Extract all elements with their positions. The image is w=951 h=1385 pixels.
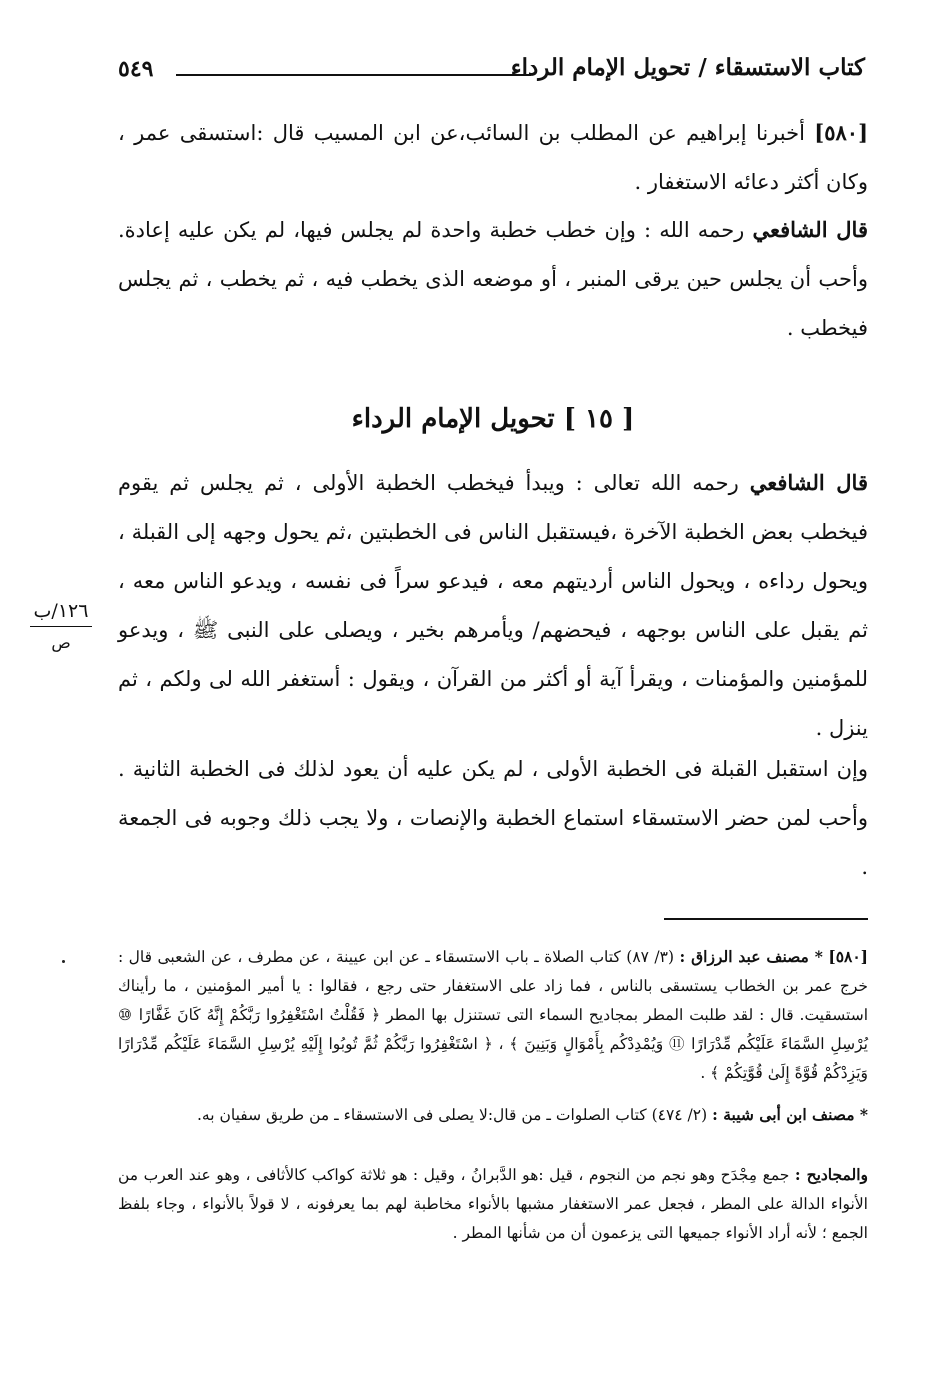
folio-sub: ص bbox=[51, 633, 71, 652]
margin-folio-note bbox=[30, 600, 92, 652]
footnote-term: والمجاديح : bbox=[794, 1165, 868, 1184]
hadith-number: [٥٨٠] bbox=[814, 120, 868, 145]
paragraph-text: رحمه الله تعالى : ويبدأ فيخطب الخطبة الأولى ، ثم يجلس ثم يقوم فيخطب بعض الخطبة الآخرة ،فيستقبل الناس فى الخطبتين ،ثم يحول وجهه إلى القبلة ، ويحول رداءه ، ويحول الناس أرديتهم معه ، فيدعو سراً فى نفسه ، ويدعو الناس معه ، ثم يقبل على الناس بوجهه ، فيحضهم/ ويأمرهم بخير ، ويصلى على النبى ﷺ ، ويدعو للمؤمنين والمؤمنات ، ويقرأ آية أو أكثر من القرآن ، ويقول : أستغفر الله لى ولكم ، ثم ينزل . bbox=[118, 471, 868, 740]
hadith-580 bbox=[118, 108, 868, 207]
paragraph-text: رحمه الله : وإن خطب خطبة واحدة لم يجلس فيها، لم يكن عليه إعادة. وأحب أن يجلس حين يرقى المنبر ، أو موضعه الذى يخطب فيه ، ثم يخطب ، ثم يجلس فيخطب . bbox=[118, 218, 868, 340]
running-title: كتاب الاستسقاء / تحويل الإمام الرداء bbox=[510, 54, 865, 81]
footnote-number: [٥٨٠] bbox=[828, 947, 869, 966]
footnote-1 bbox=[118, 942, 868, 1088]
header-rule bbox=[176, 74, 531, 76]
footnote-3 bbox=[118, 1160, 868, 1248]
footnote-text: (٢/ ٤٧٤) كتاب الصلوات ـ من قال:لا يصلى فى الاستسقاء ـ من طريق سفيان به. bbox=[197, 1106, 708, 1124]
margin-dot bbox=[62, 960, 65, 963]
footnote-text: جمع مِجْدَح وهو نجم من النجوم ، قيل :هو الدَّبرانُ ، وقيل : هو ثلاثة كواكب كالأثافى ، وهو عند العرب من الأنواء الدالة على المطر ، فجعل عمر الاستغفار مشبها بالأنواء مخاطبة لهم بما يعرفونه ، لا قولاً بالأنواء ، وجاء بلفظ الجمع ؛ لأنه أراد الأنواء جميعها التى يزعمون أن من شأنها المطر . bbox=[118, 1166, 868, 1242]
shafii-paragraph-1 bbox=[118, 205, 868, 353]
footnote-rule bbox=[664, 918, 868, 920]
speaker-label: قال الشافعي bbox=[749, 470, 868, 495]
section-title: [ ١٥ ] تحويل الإمام الرداء bbox=[351, 404, 635, 434]
footnote-source: * مصنف عبد الرزاق : bbox=[679, 947, 823, 966]
speaker-label: قال الشافعي bbox=[752, 217, 868, 242]
hadith-text: أخبرنا إبراهيم عن المطلب بن السائب،عن ابن المسيب قال :استسقى عمر ، وكان أكثر دعائه الاستغفار . bbox=[118, 121, 868, 194]
paragraph-text: وإن استقبل القبلة فى الخطبة الأولى ، لم يكن عليه أن يعود لذلك فى الخطبة الثانية . وأحب لمن حضر الاستسقاء استماع الخطبة والإنصات ، ولا يجب ذلك وجوبه فى الجمعة . bbox=[118, 757, 868, 879]
footnote-source: * مصنف ابن أبى شيبة : bbox=[712, 1105, 868, 1124]
footnote-2 bbox=[118, 1100, 868, 1130]
footnote-text: (٣/ ٨٧) كتاب الصلاة ـ باب الاستسقاء ـ عن ابن عيينة ، عن مطرف ، عن الشعبى قال : خرج عمر بن الخطاب يستسقى بالناس ، فما زاد على الاستغفار حتى رجع ، فقالوا : يا أمير المؤمنين ، ما رأيناك استسقيت. قال : لقد طلبت المطر بمجاديح السماء التى تستنزل بها المطر ﴿ فَقُلْتُ اسْتَغْفِرُوا رَبَّكُمْ إِنَّهُ كَانَ غَفَّارًا ⑩ يُرْسِلِ السَّمَاءَ عَلَيْكُم مِّدْرَارًا ⑪ وَيُمْدِدْكُم بِأَمْوَالٍ وَبَنِينَ ﴾ ، ﴿ اسْتَغْفِرُوا رَبَّكُمْ ثُمَّ تُوبُوا إِلَيْهِ يُرْسِلِ السَّمَاءَ عَلَيْكُم مِّدْرَارًا وَيَزِدْكُمْ قُوَّةً إِلَىٰ قُوَّتِكُمْ ﴾ . bbox=[118, 948, 868, 1082]
page-number: ٥٤٩ bbox=[118, 56, 154, 82]
shafii-paragraph-2 bbox=[118, 458, 868, 753]
paragraph-3 bbox=[118, 745, 868, 892]
folio-ref: ١٢٦/ب bbox=[30, 600, 92, 627]
